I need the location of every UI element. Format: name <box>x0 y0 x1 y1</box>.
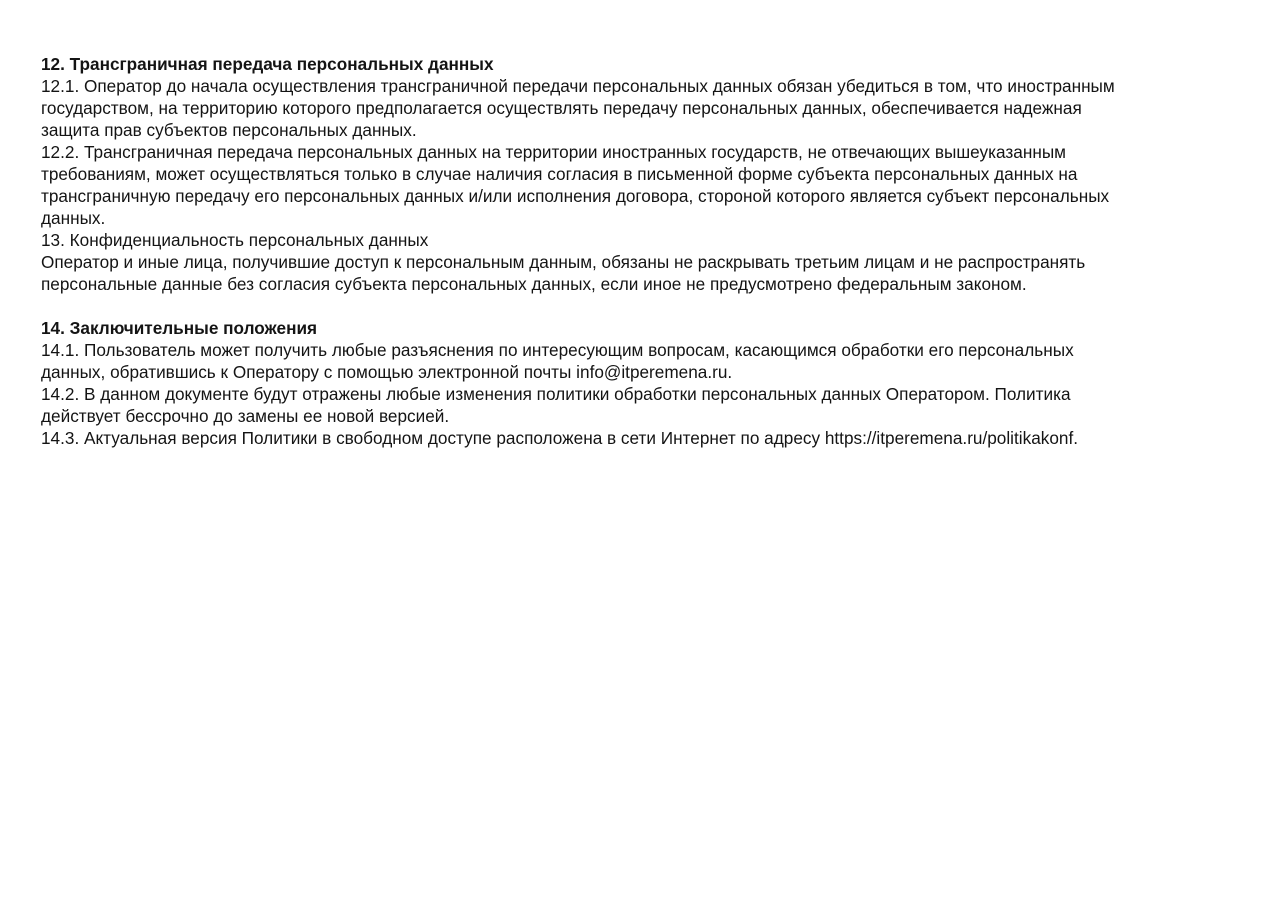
paragraph-gap <box>41 295 1241 317</box>
section-12 <box>41 53 1241 229</box>
text-line: данных, обратившись к Оператору с помощью электронной почты info@itperemena.ru. <box>41 362 733 382</box>
paragraph-14-1 <box>41 339 1241 383</box>
section-13 <box>41 229 1241 295</box>
text-line: персональные данные без согласия субъекта персональных данных, если иное не предусмотрено федеральным законом. <box>41 274 1027 294</box>
text-line: Оператор и иные лица, получившие доступ к персональным данным, обязаны не раскрывать третьим лицам и не распространять <box>41 252 1086 272</box>
text-line: требованиям, может осуществляться только в случае наличия согласия в письменной форме субъекта персональных данных на <box>41 164 1078 184</box>
paragraph-13-1 <box>41 251 1241 295</box>
text-line: 12.2. Трансграничная передача персональных данных на территории иностранных государств, не отвечающих вышеуказанным <box>41 142 1066 162</box>
text-line: данных. <box>41 208 106 228</box>
text-line: 12.1. Оператор до начала осуществления трансграничной передачи персональных данных обязан убедиться в том, что иностранным <box>41 76 1115 96</box>
section-14 <box>41 317 1241 449</box>
paragraph-14-3 <box>41 427 1241 449</box>
text-line: 14.3. Актуальная версия Политики в свободном доступе расположена в сети Интернет по адресу https://itperemena.ru/politikakonf. <box>41 428 1079 448</box>
text-line: защита прав субъектов персональных данных. <box>41 120 417 140</box>
section-14-heading: 14. Заключительные положения <box>41 318 318 338</box>
text-line: государством, на территорию которого предполагается осуществлять передачу персональных данных, обеспечивается надежная <box>41 98 1082 118</box>
section-13-heading: 13. Конфиденциальность персональных данных <box>41 230 429 250</box>
paragraph-14-2 <box>41 383 1241 427</box>
paragraph-12-1 <box>41 75 1241 141</box>
paragraph-12-2 <box>41 141 1241 229</box>
text-line: трансграничную передачу его персональных данных и/или исполнения договора, стороной которого является субъект персональных <box>41 186 1110 206</box>
text-line: 14.1. Пользователь может получить любые разъяснения по интересующим вопросам, касающимся обработки его персональных <box>41 340 1074 360</box>
document-body <box>41 53 1241 449</box>
text-line: 14.2. В данном документе будут отражены любые изменения политики обработки персональных данных Оператором. Политика <box>41 384 1071 404</box>
text-line: действует бессрочно до замены ее новой версией. <box>41 406 450 426</box>
section-12-heading: 12. Трансграничная передача персональных данных <box>41 54 494 74</box>
